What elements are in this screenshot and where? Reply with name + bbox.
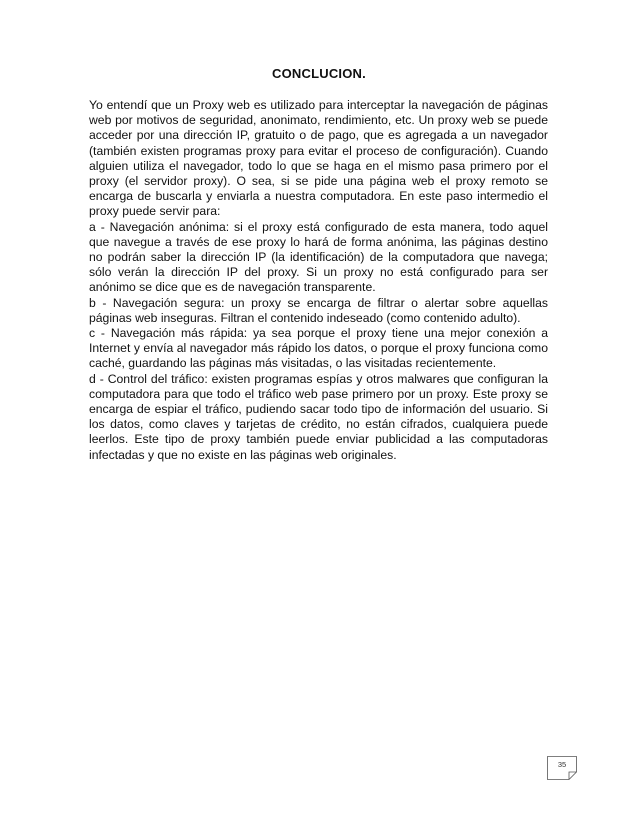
page-number-box [547, 756, 577, 780]
page-title: CONCLUCION. [272, 66, 366, 81]
body-text [89, 98, 548, 463]
paragraph-item-a: a - Navegación anónima: si el proxy está configurado de esta manera, todo aquel que navegue a través de ese proxy lo hará de forma anónima, las páginas destino no podrán saber la dirección IP (la identificación) de la computadora que navega; sólo verán la dirección IP del proxy. Si un proxy no está configurado para ser anónimo se dice que es de navegación transparente. [89, 219, 548, 295]
page-number: 35 [557, 760, 567, 769]
paragraph-item-c: c - Navegación más rápida: ya sea porque el proxy tiene una mejor conexión a Internet y envía al navegador más rápido los datos, o porque el proxy funciona como caché, guardando las páginas más visitadas, o las visitadas recientemente. [89, 326, 548, 371]
paragraph-item-b: b - Navegación segura: un proxy se encarga de filtrar o alertar sobre aquellas páginas web inseguras. Filtran el contenido indeseado (como contenido adulto). [89, 295, 548, 325]
paragraph-item-d: d - Control del tráfico: existen programas espías y otros malwares que configuran la computadora para que todo el tráfico web pase primero por un proxy. Este proxy se encarga de espiar el tráfico, pudiendo sacar todo tipo de información del usuario. Si los datos, como claves y tarjetas de crédito, no están cifrados, cualquiera puede leerlos. Este tipo de proxy también puede enviar publicidad a las computadoras infectadas y que no existe en las páginas web originales. [89, 371, 548, 462]
paragraph-intro: Yo entendí que un Proxy web es utilizado para interceptar la navegación de páginas web por motivos de seguridad, anonimato, rendimiento, etc. Un proxy web se puede acceder por una dirección IP, gratuito o de pago, que es agregada a un navegador (también existen programas proxy para evitar el proceso de configuración). Cuando alguien utiliza el navegador, todo lo que se haga en el mismo pasa primero por el proxy (el servidor proxy). O sea, si se pide una página web el proxy remoto se encarga de buscarla y enviarla a nuestra computadora. En este paso intermedio el proxy puede servir para: [89, 98, 548, 219]
